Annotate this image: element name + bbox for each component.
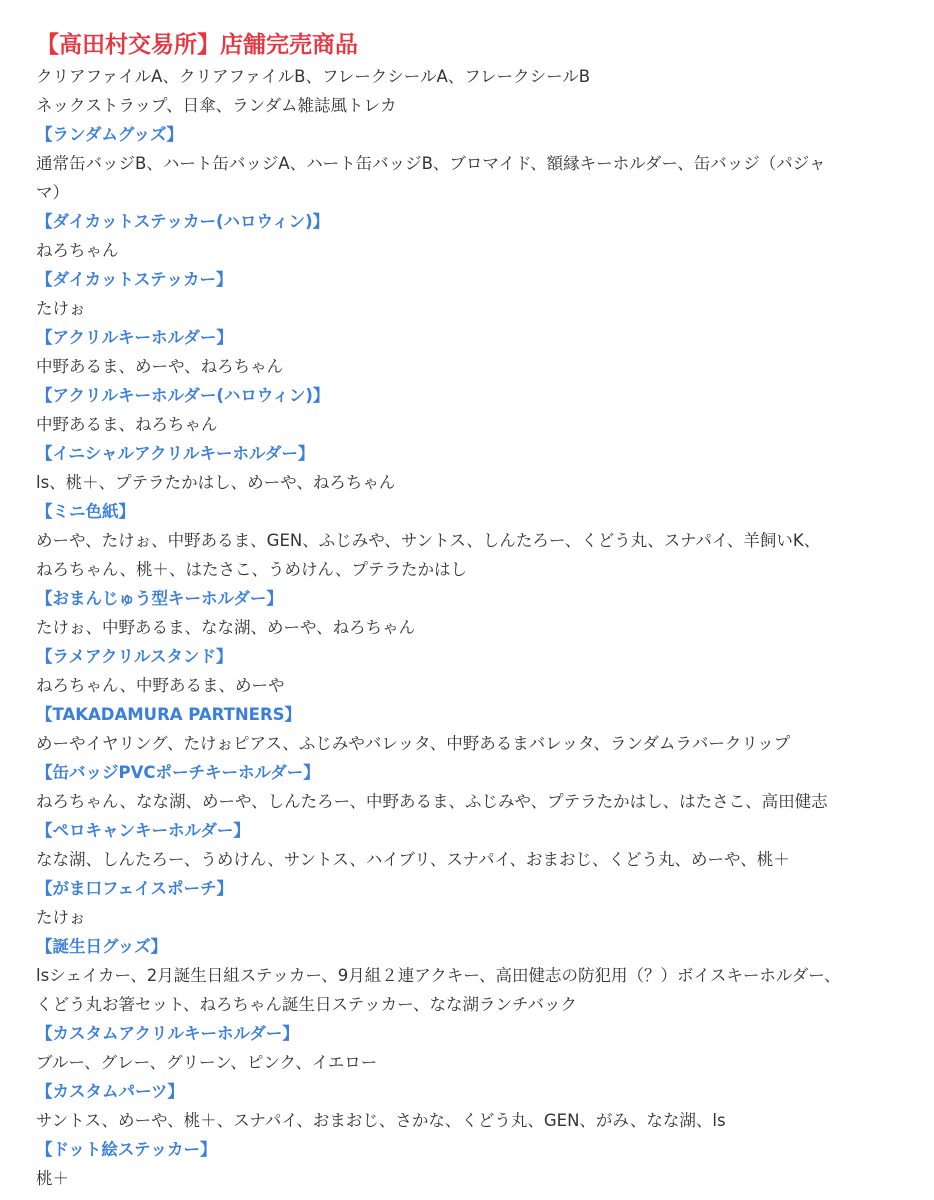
section-items: ねろちゃん、桃＋、はたさこ、うめけん、プテラたかはし — [36, 560, 467, 579]
page-title: 【高田村交易所】店舗完売商品 — [36, 32, 358, 58]
section-face-pouch — [36, 874, 904, 932]
section-random-goods — [36, 120, 904, 207]
section-pixel-art-sticker — [36, 1135, 904, 1193]
section-items: ねろちゃん — [36, 241, 119, 260]
section-items: めーや、たけぉ、中野あるま、GEN、ふじみや、サントス、しんたろー、くどう丸、スナパイ、羊飼いK、 — [36, 531, 821, 550]
section-items: ねろちゃん、中野あるま、めーや — [36, 676, 285, 695]
section-items: なな湖、しんたろー、うめけん、サントス、ハイブリ、スナパイ、おまおじ、くどう丸、めーや、桃＋ — [36, 850, 790, 869]
section-heading: 【おまんじゅう型キーホルダー】 — [36, 589, 283, 608]
section-heading: 【ラメアクリルスタンド】 — [36, 647, 233, 666]
section-heading: 【ダイカットステッカー(ハロウィン)】 — [36, 212, 330, 231]
intro-block — [36, 62, 904, 120]
section-initial-acrylic-keyholder — [36, 439, 904, 497]
section-list — [36, 120, 904, 1193]
section-items: ls、桃＋、プテラたかはし、めーや、ねろちゃん — [36, 473, 396, 492]
section-heading: 【イニシャルアクリルキーホルダー】 — [36, 444, 315, 463]
section-items: たけぉ — [36, 299, 86, 318]
section-acrylic-keyholder — [36, 323, 904, 381]
section-heading: 【誕生日グッズ】 — [36, 937, 168, 956]
section-items: 桃＋ — [36, 1169, 69, 1188]
section-items: 通常缶バッジB、ハート缶バッジA、ハート缶バッジB、ブロマイド、額縁キーホルダー、缶バッジ（パジャ — [36, 154, 826, 173]
section-heading: 【ペロキャンキーホルダー】 — [36, 821, 250, 840]
section-items: 中野あるま、めーや、ねろちゃん — [36, 357, 284, 376]
section-takadamura-partners — [36, 700, 904, 758]
section-items: ねろちゃん、なな湖、めーや、しんたろー、中野あるま、ふじみや、プテラたかはし、はたさこ、高田健志 — [36, 792, 828, 811]
section-custom-parts — [36, 1077, 904, 1135]
section-manju-keyholder — [36, 584, 904, 642]
section-heading: 【カスタムパーツ】 — [36, 1082, 184, 1101]
section-items: めーやイヤリング、たけぉピアス、ふじみやバレッタ、中野あるまバレッタ、ランダムラバークリップ — [36, 734, 791, 753]
section-heading: 【ドット絵ステッカー】 — [36, 1140, 217, 1159]
section-heading: 【カスタムアクリルキーホルダー】 — [36, 1024, 299, 1043]
section-heading: 【TAKADAMURA PARTNERS】 — [36, 705, 302, 724]
section-heading: 【ダイカットステッカー】 — [36, 270, 233, 289]
section-items: たけぉ、中野あるま、なな湖、めーや、ねろちゃん — [36, 618, 416, 637]
section-items: マ） — [36, 183, 69, 202]
section-heading: 【がま口フェイスポーチ】 — [36, 879, 234, 898]
section-items: ブルー、グレー、グリーン、ピンク、イエロー — [36, 1053, 378, 1072]
section-items: lsシェイカー、2月誕生日組ステッカー、9月組２連アクキー、高田健志の防犯用（？）ボイスキーホルダー、 — [36, 966, 841, 985]
section-lollipop-keyholder — [36, 816, 904, 874]
section-heading: 【ミニ色紙】 — [36, 502, 135, 521]
section-heading: 【アクリルキーホルダー(ハロウィン)】 — [36, 386, 330, 405]
section-items: たけぉ — [36, 908, 86, 927]
section-mini-shikishi — [36, 497, 904, 584]
section-acrylic-keyholder-halloween — [36, 381, 904, 439]
intro-line: クリアファイルA、クリアファイルB、フレークシールA、フレークシールB — [36, 67, 591, 86]
section-diecut-sticker-halloween — [36, 207, 904, 265]
section-items: 中野あるま、ねろちゃん — [36, 415, 218, 434]
section-items: くどう丸お箸セット、ねろちゃん誕生日ステッカー、なな湖ランチバック — [36, 995, 578, 1014]
section-glitter-acrylic-stand — [36, 642, 904, 700]
section-items: サントス、めーや、桃＋、スナパイ、おまおじ、さかな、くどう丸、GEN、がみ、なな湖、ls — [36, 1111, 726, 1130]
section-diecut-sticker — [36, 265, 904, 323]
section-custom-acrylic-keyholder — [36, 1019, 904, 1077]
section-birthday-goods — [36, 932, 904, 1019]
section-heading: 【缶バッジPVCポーチキーホルダー】 — [36, 763, 320, 782]
section-heading: 【ランダムグッズ】 — [36, 125, 184, 144]
intro-line: ネックストラップ、日傘、ランダム雑誌風トレカ — [36, 96, 397, 115]
section-heading: 【アクリルキーホルダー】 — [36, 328, 233, 347]
section-badge-pvc-pouch — [36, 758, 904, 816]
